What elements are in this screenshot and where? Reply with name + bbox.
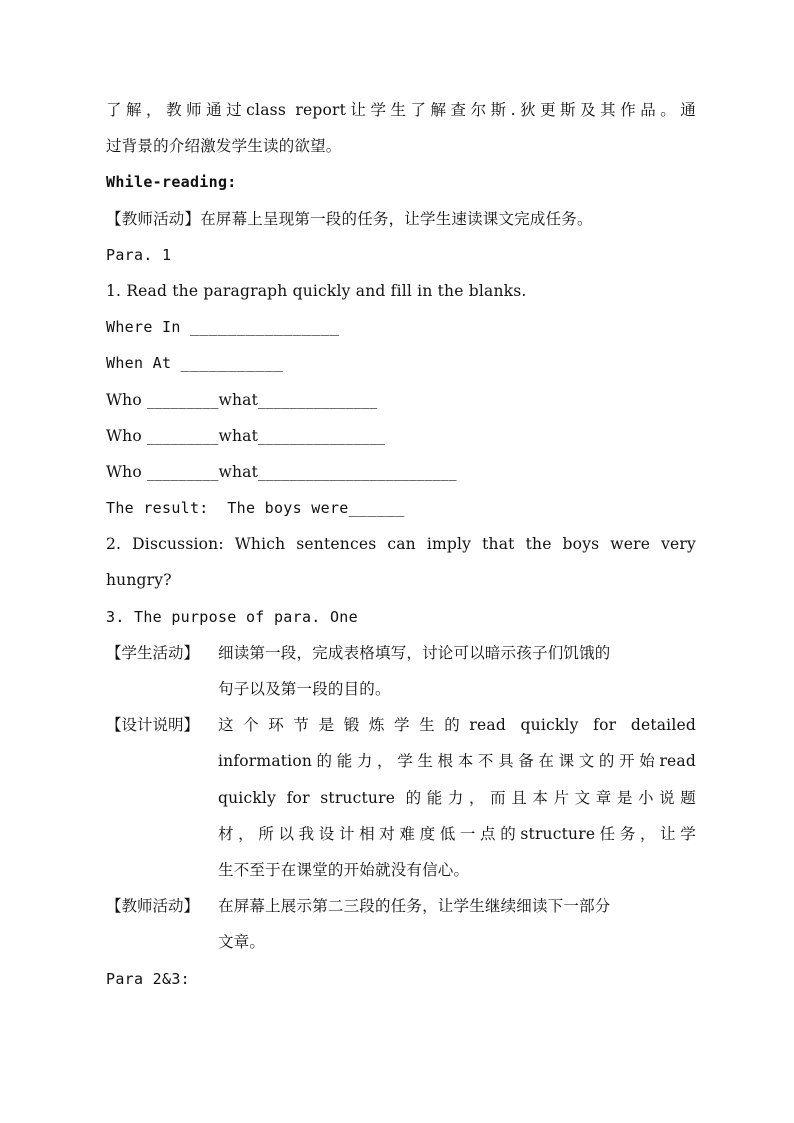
teacher-activity-2: [106, 888, 696, 960]
design-note-line-5: 生不至于在课堂的开始就没有信心。: [218, 860, 470, 879]
teacher-activity-1-text: 在屏幕上呈现第一段的任务，让学生速读课文完成任务。: [200, 209, 593, 228]
student-activity: [106, 635, 696, 707]
student-activity-label: 【学生活动】: [106, 643, 200, 662]
design-note-line-4: 材，所以我设计相对难度低一点的structure任务，让学: [218, 824, 696, 843]
task1-who-1: Who _________what_______________: [106, 390, 378, 409]
teacher-activity-2-line-1: 在屏幕上展示第二三段的任务，让学生继续细读下一部分: [218, 897, 611, 916]
task1-who-2: Who _________what________________: [106, 426, 386, 445]
para1-heading: Para. 1: [106, 245, 172, 264]
intro-line-1: 了解，教师通过class report让学生了解查尔斯.狄更斯及其作品。通: [106, 101, 696, 119]
task1-who-3: Who _________what_________________________: [106, 462, 457, 481]
design-note-label: 【设计说明】: [106, 716, 200, 735]
student-activity-line-2: 句子以及第一段的目的。: [218, 680, 391, 698]
while-reading-heading: While-reading:: [106, 173, 237, 192]
task1-question: 1. Read the paragraph quickly and fill in the blanks.: [106, 281, 527, 300]
task1-when: When At ___________: [106, 354, 284, 373]
design-note-line-2: information的能力，学生根本不具备在课文的开始read: [218, 752, 696, 771]
task3: 3. The purpose of para. One: [106, 607, 358, 626]
document-page: [106, 92, 696, 997]
intro-line-2: 过背景的介绍激发学生读的欲望。: [106, 137, 342, 156]
task2-line-2: hungry?: [106, 571, 172, 590]
task1-result: The result: The boys were______: [106, 499, 405, 518]
teacher-activity-1: [106, 201, 696, 237]
design-note: [106, 707, 696, 888]
para23-heading: Para 2&3:: [106, 969, 190, 988]
design-note-line-3: quickly for structure 的能力，而且本片文章是小说题: [218, 788, 696, 807]
task2-line-1: 2. Discussion: Which sentences can imply that the boys were very: [106, 535, 696, 554]
task1-where: Where In ________________: [106, 318, 340, 337]
teacher-activity-1-label: 【教师活动】: [106, 209, 201, 228]
teacher-activity-2-line-2: 文章。: [218, 933, 266, 952]
student-activity-line-1: 细读第一段，完成表格填写，讨论可以暗示孩子们饥饿的: [218, 643, 611, 662]
design-note-line-1: 这个环节是锻炼学生的read quickly for detailed: [218, 716, 696, 735]
teacher-activity-2-label: 【教师活动】: [106, 897, 200, 916]
